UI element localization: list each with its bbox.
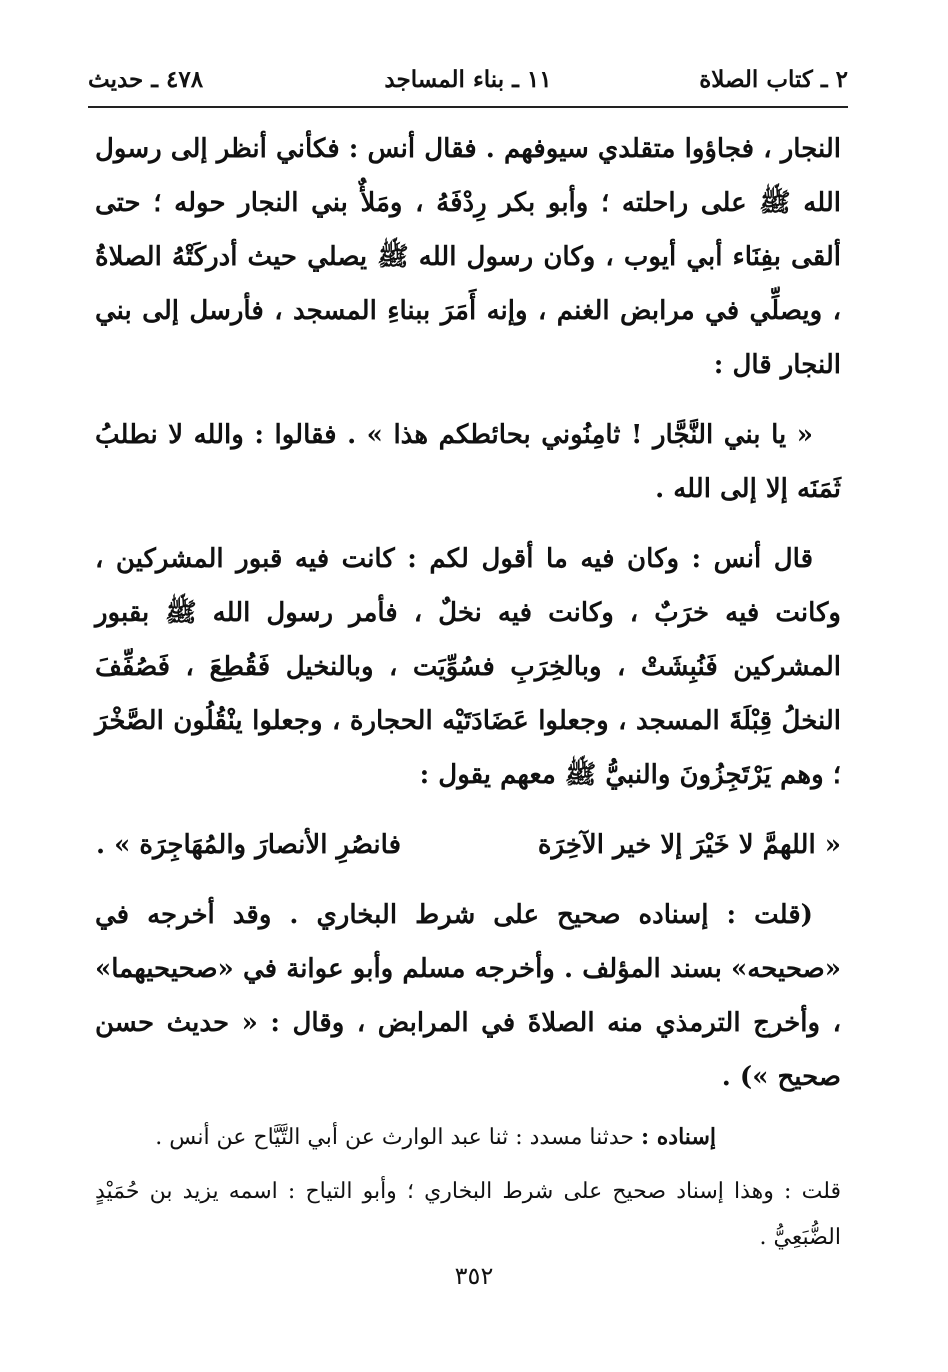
book-chapter-title: ٢ ـ كتاب الصلاة [699, 66, 848, 93]
hadith-paragraph-3: قال أنس : وكان فيه ما أقول لكم : كانت فيه قبور المشركين ، وكانت فيه خرَبٌ ، وكانت فيه نخلٌ ، فأمر رسول الله ﷺ بقبور المشركين فَنُبِشَتْ ، وبالخِرَبِ فسُوِّيَت ، وبالنخيل فَقُطِعَ ، فَصُفِّفَ النخلُ قِبْلَةَ المسجد ، وجعلوا عَضَادَتَيْه الحجارة ، وجعلوا ينْقُلُون الصَّخْرَ ؛ وهم يَرْتَجِزُونَ والنبيُّ ﷺ معهم يقول : [95, 544, 841, 790]
isnad-label: إسناده : [641, 1124, 716, 1150]
hadith-paragraph-2: « يا بني النَّجَّار ! ثامِنُوني بحائطكم هذا » . فقالوا : والله لا نطلبُ ثَمَنَه إلا إلى الله . [95, 420, 841, 504]
page-body [95, 122, 841, 1261]
running-header [88, 66, 848, 108]
hadith-paragraph-1: النجار ، فجاؤوا متقلدي سيوفهم . فقال أنس : فكأني أنظر إلى رسول الله ﷺ على راحلته ؛ وأبو بكر رِدْفَهُ ، ومَلأٌ بني النجار حوله ؛ حتى ألقى بفِنَاء أبي أيوب ، وكان رسول الله ﷺ يصلي حيث أدركَتْهُ الصلاةُ ، ويصلِّي في مرابض الغنم ، وإنه أَمَرَ ببناءِ المسجد ، فأرسل إلى بني النجار قال : [95, 134, 841, 380]
verse-first-hemistich: « اللهمَّ لا خَيْرَ إلا خير الآخِرَة [537, 830, 841, 860]
hadith-number: ٤٧٨ ـ حديث [88, 66, 204, 93]
editor-comment: (قلت : إسناده صحيح على شرط البخاري . وقد أخرجه في «صحيحه» بسند المؤلف . وأخرجه مسلم وأبو عوانة في «صحيحيهما» ، وأخرج الترمذي منه الصلاةَ في المرابض ، وقال : « حديث حسن صحيح ») . [95, 900, 841, 1092]
isnad-line [95, 1114, 841, 1161]
poetry-verse [95, 818, 841, 872]
section-title: ١١ ـ بناء المساجد [384, 66, 552, 93]
verse-second-hemistich: فانصُرِ الأنصارَ والمُهَاجِرَة » . [96, 830, 401, 860]
isnad-text: حدثنا مسدد : ثنا عبد الوارث عن أبي التَّيَّاح عن أنس . [155, 1125, 634, 1150]
page-number: ٣٥٢ [454, 1262, 494, 1290]
isnad-note: قلت : وهذا إسناد صحيح على شرط البخاري ؛ وأبو التياح : اسمه يزيد بن حُمَيْدٍ الضُّبَعِيُّ . [95, 1179, 841, 1250]
